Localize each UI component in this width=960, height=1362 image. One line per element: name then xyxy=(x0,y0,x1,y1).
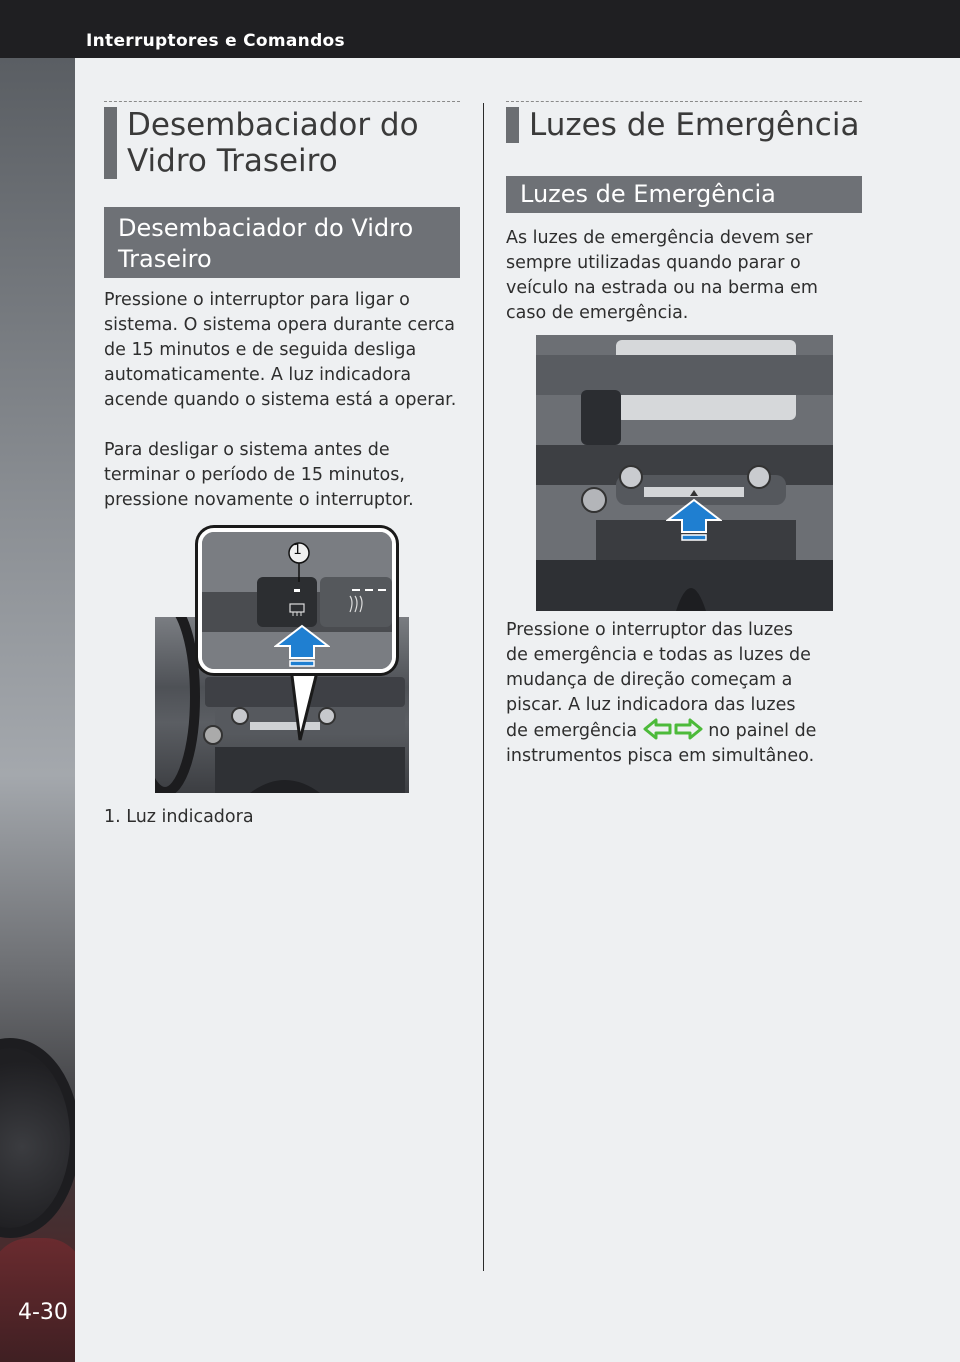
column-divider xyxy=(483,103,484,1271)
text-line: caso de emergência. xyxy=(506,303,689,323)
text-line: de 15 minutos e de seguida desliga xyxy=(104,340,417,360)
text-fragment: de emergência xyxy=(506,721,638,741)
figure-legend: 1. Luz indicadora xyxy=(104,807,254,827)
callout-zoom xyxy=(198,528,396,673)
text-fragment: no painel de xyxy=(702,721,817,741)
dashboard-detail xyxy=(536,335,833,611)
arrow-up-icon xyxy=(666,498,722,544)
text-line-with-icons xyxy=(506,718,866,744)
hazard-switch-figure xyxy=(536,335,833,611)
left-title-line-2: Vidro Traseiro xyxy=(127,143,338,179)
page-number: 4-30 xyxy=(18,1300,68,1325)
left-section-title xyxy=(104,107,460,179)
sidebar-photo xyxy=(0,58,75,1362)
text-line: pressione novamente o interruptor. xyxy=(104,490,414,510)
turn-signal-right-icon xyxy=(673,718,703,740)
text-line: Pressione o interruptor das luzes xyxy=(506,620,794,640)
page-header xyxy=(0,0,960,58)
left-paragraph-1 xyxy=(104,288,464,413)
text-line: automaticamente. A luz indicadora xyxy=(104,365,412,385)
text-line: de emergência e todas as luzes de xyxy=(506,645,811,665)
text-line: mudança de direção começam a xyxy=(506,670,793,690)
right-section-title: Luzes de Emergência xyxy=(506,107,862,143)
text-line: veículo na estrada ou na berma em xyxy=(506,278,818,298)
text-line: sistema. O sistema opera durante cerca xyxy=(104,315,456,335)
right-paragraph-2 xyxy=(506,618,866,769)
left-paragraph-2 xyxy=(104,438,464,513)
left-title-line-1: Desembaciador do xyxy=(127,107,419,143)
text-line: piscar. A luz indicadora das luzes xyxy=(506,695,796,715)
dotted-rule-right xyxy=(506,101,862,102)
left-subtitle-line-1: Desembaciador do Vidro xyxy=(118,214,414,242)
header-title: Interruptores e Comandos xyxy=(86,31,345,51)
callout-pointer xyxy=(290,660,330,750)
text-line: terminar o período de 15 minutos, xyxy=(104,465,405,485)
right-paragraph-1 xyxy=(506,226,866,326)
text-line: acende quando o sistema está a operar. xyxy=(104,390,457,410)
steering-wheel-image xyxy=(0,1038,75,1238)
turn-signal-left-icon xyxy=(643,718,673,740)
arrow-up-icon xyxy=(274,624,330,670)
right-subsection-bar: Luzes de Emergência xyxy=(506,176,862,213)
text-line: instrumentos pisca em simultâneo. xyxy=(506,746,815,766)
text-line: sempre utilizadas quando parar o xyxy=(506,253,801,273)
text-line: As luzes de emergência devem ser xyxy=(506,228,813,248)
text-line: Para desligar o sistema antes de xyxy=(104,440,390,460)
left-subtitle-line-2: Traseiro xyxy=(118,245,212,273)
dotted-rule-left xyxy=(104,101,460,102)
callout-number: 1 xyxy=(293,542,302,558)
text-line: Pressione o interruptor para ligar o xyxy=(104,290,410,310)
left-subsection-bar xyxy=(104,207,460,278)
